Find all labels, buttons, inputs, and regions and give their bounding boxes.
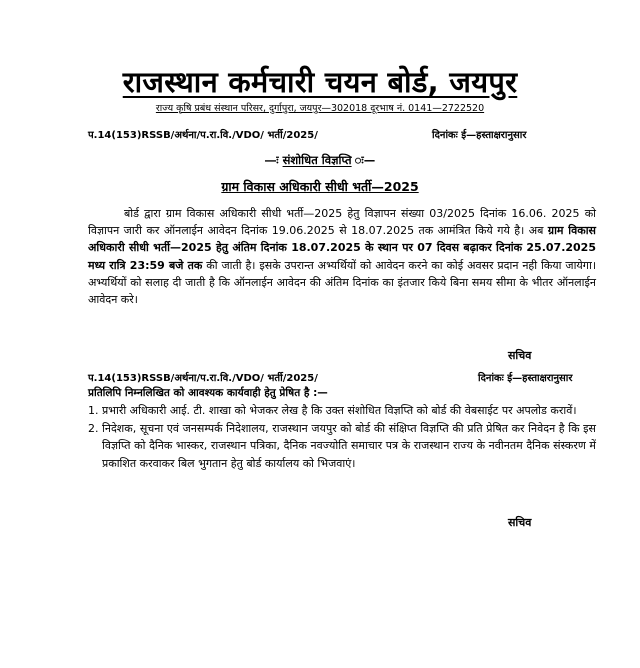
notice-title-text: संशोधित विज्ञप्ति bbox=[282, 153, 352, 167]
list-item-text: निदेशक, सूचना एवं जनसम्पर्क निदेशालय, राजस्थान जयपुर को बोर्ड की संक्षिप्त विज्ञप्ति की प्रति प्रेषित कर निवेदन है कि इस विज्ञप्ति को दैनिक भास्कर, राजस्थान पत्रिका, दैनिक नवज्योति समाचार पत्र के राजस्थान राज्य के नवीनतम दैनिक संस्करण में प्रकाशित करवाकर बिल भुगतान हेतु बोर्ड कार्यालय को भिजवाएं। bbox=[102, 422, 596, 470]
notice-title-suffix: ः— bbox=[363, 153, 376, 167]
list-item bbox=[88, 420, 596, 472]
signature-secretary-copy: सचिव bbox=[508, 516, 532, 529]
reference-number: प.14(153)RSSB/अर्थना/प.रा.वि./VDO/ भर्ती/2025/ bbox=[88, 130, 318, 141]
list-item bbox=[88, 402, 596, 419]
list-item-number: 2. bbox=[88, 422, 99, 436]
notice-body bbox=[88, 205, 596, 308]
reference-number-copy: प.14(153)RSSB/अर्थना/प.रा.वि./VDO/ भर्ती/2025/ bbox=[88, 373, 318, 384]
signature-secretary: सचिव bbox=[508, 349, 532, 362]
subject-heading: ग्राम विकास अधिकारी सीधी भर्ती—2025 bbox=[221, 179, 419, 194]
notice-title bbox=[0, 153, 640, 168]
notice-title-prefix: —ः bbox=[264, 153, 279, 167]
copy-list bbox=[88, 402, 596, 473]
list-item-text: प्रभारी अधिकारी आई. टी. शाखा को भेजकर लेख है कि उक्त संशोधित विज्ञप्ति को बोर्ड की वेबसाईट पर अपलोड करावें। bbox=[102, 404, 577, 417]
office-address: राज्य कृषि प्रबंध संस्थान परिसर, दुर्गापुरा, जयपुर—302018 दूरभाष नं. 0141—2722520 bbox=[155, 103, 485, 114]
reference-date: दिनांकः ई—हस्ताक्षरानुसार bbox=[432, 130, 527, 141]
list-item-number: 1. bbox=[88, 404, 99, 417]
body-text-2: की जाती है। इसके उपरान्त अभ्यर्थियों को आवेदन करने का कोई अवसर प्रदान नही किया जायेगा। अभ्यर्थियों को सलाह दी जाती है कि ऑनलाईन आवेदन की अंतिम दिनांक का इंतजार किये बिना समय सीमा के भीतर ऑनलाईन आवेदन करे। bbox=[88, 258, 597, 307]
body-text-1: बोर्ड द्वारा ग्राम विकास अधिकारी सीधी भर्ती—2025 हेतु विज्ञापन संख्या 03/2025 दिनांक 16.06. 2025 को विज्ञापन जारी कर ऑनलाईन आवेदन दिनांक 19.06.2025 से 18.07.2025 तक आमंत्रित किये गये है। अब bbox=[88, 207, 596, 238]
copy-heading: प्रतिलिपि निम्नलिखित को आवश्यक कार्यवाही हेतु प्रेषित है :— bbox=[88, 387, 328, 399]
body-highlight: ग्राम विकास अधिकारी सीधी भर्ती—2025 हेतु अंतिम दिनांक 18.07.2025 के स्थान पर 07 दिवस बढ़ाकर दिनांक 25.07.2025 मध्य रात्रि 23:59 बजे तक bbox=[88, 224, 596, 272]
organization-title: राजस्थान कर्मचारी चयन बोर्ड, जयपुर bbox=[122, 65, 518, 99]
reference-date-copy: दिनांकः ई—हस्ताक्षरानुसार bbox=[478, 373, 573, 384]
